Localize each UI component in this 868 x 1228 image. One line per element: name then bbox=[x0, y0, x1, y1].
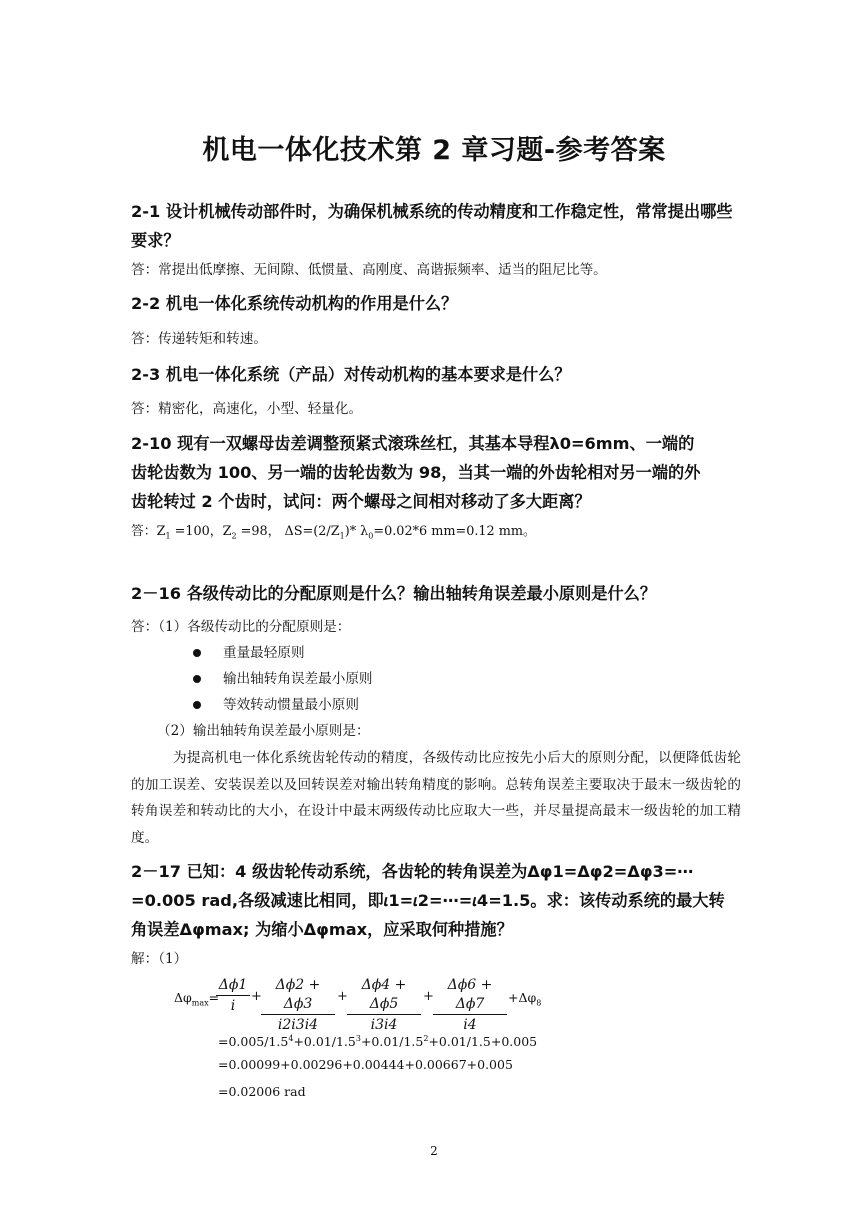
fraction-2: $\frac{\Delta\phi 2 + \Delta\phi 3}{i2i3i4}$ bbox=[261, 976, 335, 1035]
plus-sign: + bbox=[251, 989, 262, 1004]
answer-2-1: 答：常提出低摩擦、无间隙、低惯量、高刚度、高谐振频率、适当的阻尼比等。 bbox=[131, 262, 607, 278]
answer-2-3: 答：精密化，高速化，小型、轻量化。 bbox=[131, 401, 363, 417]
formula-lhs: $\Delta\varphi_{max}=$ bbox=[174, 990, 220, 1008]
question-2-2: 2-2 机电一体化系统传动机构的作用是什么？ bbox=[131, 294, 458, 313]
plus-sign: + bbox=[337, 989, 348, 1004]
plus-sign: + bbox=[423, 989, 434, 1004]
fraction-1: $\frac{\Delta\phi 1}{i}$ bbox=[216, 976, 250, 1016]
list-item: 重量最轻原则 bbox=[193, 640, 305, 666]
answer-2-10: 答：$Z_1 =100$，$Z_2 =98$， $\Delta S=(2/Z_1)*$ $\lambda_0=0.02*6$ mm=0.12 mm。 bbox=[131, 524, 536, 541]
bullet-icon bbox=[193, 649, 201, 657]
formula-line-2: $=0.005/1.5^4+0.01/1.5^3+0.01/1.5^2+0.01/1.5+0.005$ bbox=[218, 1034, 538, 1050]
question-2-16: 2－16 各级传动比的分配原则是什么？输出轴转角误差最小原则是什么？ bbox=[131, 584, 657, 603]
solution-label: 解：（1） bbox=[131, 951, 188, 967]
question-2-10 bbox=[131, 429, 741, 516]
question-2-10-line1: 2-10 现有一双螺母齿差调整预紧式滚珠丝杠，其基本导程λ0=6mm、一端的 bbox=[131, 434, 695, 453]
answer-2-16-intro: 答：（1）各级传动比的分配原则是： bbox=[131, 619, 351, 635]
question-2-10-line2: 齿轮齿数为 100、另一端的齿轮齿数为 98，当其一端的外齿轮相对另一端的外 bbox=[131, 463, 701, 482]
question-2-17-line2: =0.005 rad,各级减速比相同，即𝜄1=𝜄2=⋯=𝜄4=1.5。求：该传动系统的最大转 bbox=[131, 891, 725, 910]
answer-2-16-part2-label: （2）输出轴转角误差最小原则是： bbox=[157, 723, 370, 739]
question-2-10-line3: 齿轮转过 2 个齿时，试问：两个螺母之间相对移动了多大距离？ bbox=[131, 492, 591, 511]
page-title: 机电一体化技术第 2 章习题-参考答案 bbox=[202, 135, 666, 166]
list-item: 输出轴转角误差最小原则 bbox=[193, 666, 373, 692]
answer-2-16-part2-text: 为提高机电一体化系统齿轮传动的精度，各级传动比应按先小后大的原则分配，以便降低齿轮的加工误差、安装误差以及回转误差对输出转角精度的影响。总转角误差主要取决于最末一级齿轮的转角误差和转动比的大小，在设计中最末两级传动比应取大一些，并尽量提高最末一级齿轮的加工精度。 bbox=[131, 750, 741, 846]
fraction-3: $\frac{\Delta\phi 4 + \Delta\phi 5}{i3i4}$ bbox=[347, 976, 421, 1035]
answer-2-2: 答：传递转矩和转速。 bbox=[131, 331, 267, 347]
question-2-17-line1: 2－17 已知：4 级齿轮传动系统，各齿轮的转角误差为Δφ1=Δφ2=Δφ3=⋯ bbox=[131, 862, 694, 881]
list-item: 等效转动惯量最小原则 bbox=[193, 692, 359, 718]
formula-tail: $+\Delta\varphi_8$ bbox=[508, 990, 542, 1008]
bullet-icon bbox=[193, 701, 201, 709]
bullet-icon bbox=[193, 675, 201, 683]
question-2-3: 2-3 机电一体化系统（产品）对传动机构的基本要求是什么？ bbox=[131, 365, 571, 384]
question-2-17 bbox=[131, 857, 741, 944]
question-2-1: 2-1 设计机械传动部件时，为确保机械系统的传动精度和工作稳定性，常常提出哪些要求？ bbox=[131, 202, 733, 250]
formula-line-3: =0.00099+0.00296+0.00444+0.00667+0.005 bbox=[218, 1057, 513, 1072]
question-2-17-line3: 角误差Δφmax; 为缩小Δφmax，应采取何种措施？ bbox=[131, 920, 513, 939]
fraction-4: $\frac{\Delta\phi 6 + \Delta\phi 7}{i4}$ bbox=[433, 976, 507, 1035]
page-number: 2 bbox=[430, 1144, 438, 1158]
formula-line-4: =0.02006 rad bbox=[218, 1084, 306, 1099]
